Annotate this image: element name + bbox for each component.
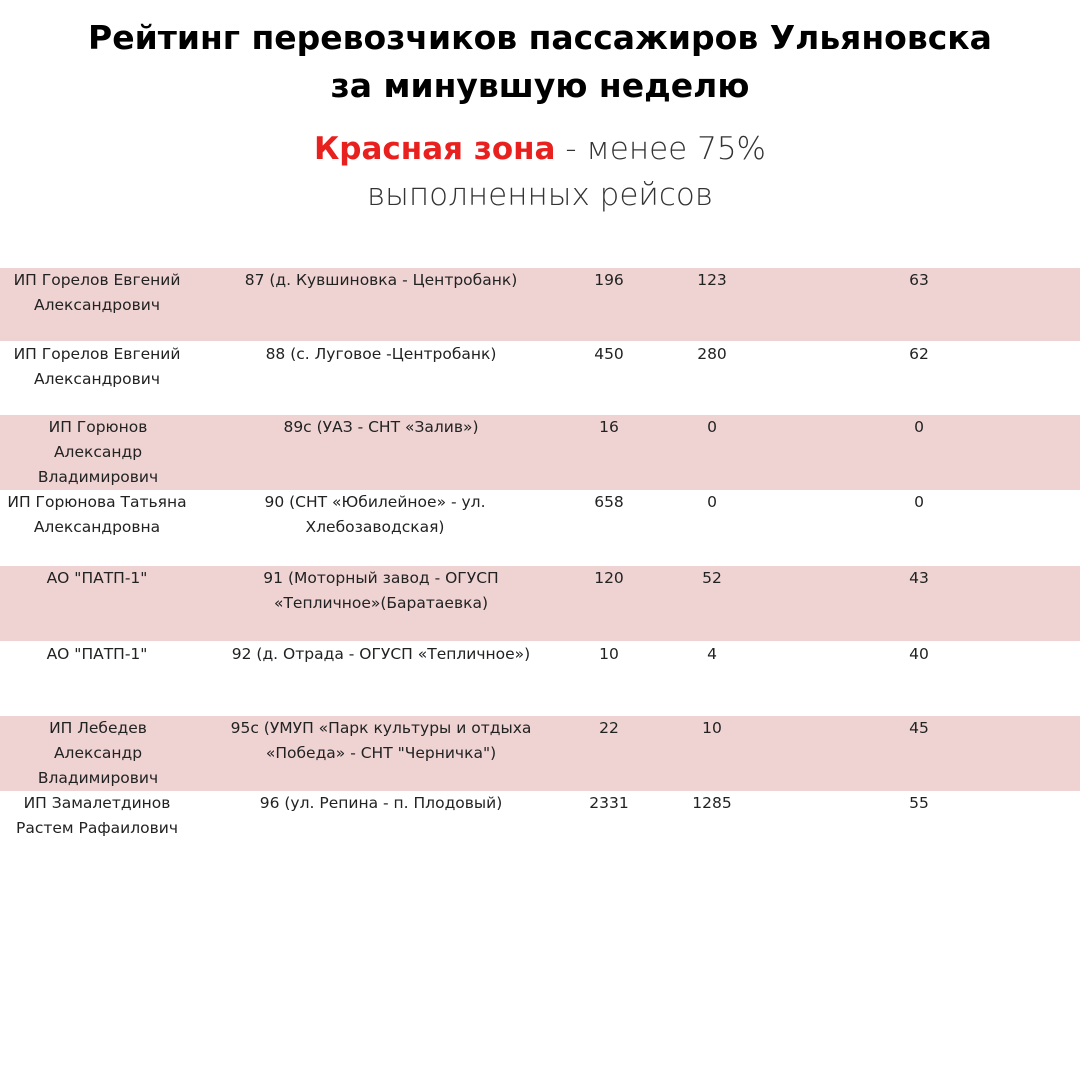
- zone-legend: [0, 126, 1080, 218]
- route-cell: 95с (УМУП «Парк культуры и отдыха «Победа» - СНТ "Черничка"): [230, 719, 532, 762]
- zone-legend-line-1: [0, 126, 1080, 172]
- completed-trips-cell: 280: [697, 345, 727, 363]
- percent-cell: 0: [914, 493, 924, 511]
- red-zone-description: - менее 75%: [555, 131, 767, 167]
- planned-trips-cell: 10: [599, 645, 619, 663]
- carrier-cell: АО "ПАТП-1": [46, 645, 148, 663]
- planned-trips-cell: 16: [599, 418, 619, 436]
- route-cell: 89с (УАЗ - СНТ «Залив»): [283, 418, 479, 436]
- completed-trips-cell: 0: [707, 493, 717, 511]
- route-cell: 88 (с. Луговое -Центробанк): [265, 345, 497, 363]
- zone-legend-line-2: выполненных рейсов: [366, 177, 714, 213]
- percent-cell: 63: [909, 271, 929, 289]
- planned-trips-cell: 658: [594, 493, 624, 511]
- completed-trips-cell: 10: [702, 719, 722, 737]
- planned-trips-cell: 120: [594, 569, 624, 587]
- table-row: [0, 341, 1080, 415]
- table-row: [0, 268, 1080, 341]
- page-title: [0, 14, 1080, 110]
- planned-trips-cell: 196: [594, 271, 624, 289]
- carrier-cell: ИП Горелов Евгений Александрович: [13, 271, 181, 314]
- percent-cell: 55: [909, 794, 929, 812]
- completed-trips-cell: 4: [707, 645, 717, 663]
- percent-cell: 0: [914, 418, 924, 436]
- red-zone-label: Красная зона: [313, 131, 556, 167]
- planned-trips-cell: 2331: [589, 794, 629, 812]
- table-row: [0, 791, 1080, 851]
- table-row: [0, 566, 1080, 641]
- carrier-cell: АО "ПАТП-1": [46, 569, 148, 587]
- table-row: [0, 641, 1080, 716]
- carrier-cell: ИП Горюнова Татьяна Александровна: [7, 493, 187, 536]
- carrier-cell: ИП Лебедев Александр Владимирович: [37, 719, 159, 787]
- title-line-1: Рейтинг перевозчиков пассажиров Ульяновска: [88, 18, 992, 57]
- completed-trips-cell: 1285: [692, 794, 732, 812]
- carrier-cell: ИП Горелов Евгений Александрович: [13, 345, 181, 388]
- percent-cell: 62: [909, 345, 929, 363]
- carrier-rating-table: [0, 268, 1080, 851]
- route-cell: 92 (д. Отрада - ОГУСП «Тепличное»): [231, 645, 531, 663]
- route-cell: 91 (Моторный завод - ОГУСП «Тепличное»(Баратаевка): [263, 569, 499, 612]
- route-cell: 96 (ул. Репина - п. Плодовый): [259, 794, 503, 812]
- table-row: [0, 490, 1080, 566]
- percent-cell: 45: [909, 719, 929, 737]
- completed-trips-cell: 52: [702, 569, 722, 587]
- planned-trips-cell: 22: [599, 719, 619, 737]
- title-line-2: за минувшую неделю: [330, 66, 750, 105]
- route-cell: 87 (д. Кувшиновка - Центробанк): [244, 271, 518, 289]
- table-row: [0, 716, 1080, 791]
- percent-cell: 43: [909, 569, 929, 587]
- completed-trips-cell: 123: [697, 271, 727, 289]
- planned-trips-cell: 450: [594, 345, 624, 363]
- route-cell: 90 (СНТ «Юбилейное» - ул. Хлебозаводская): [264, 493, 486, 536]
- carrier-cell: ИП Горюнов Александр Владимирович: [37, 418, 159, 486]
- carrier-cell: ИП Замалетдинов Растем Рафаилович: [16, 794, 178, 837]
- table-row: [0, 415, 1080, 490]
- completed-trips-cell: 0: [707, 418, 717, 436]
- percent-cell: 40: [909, 645, 929, 663]
